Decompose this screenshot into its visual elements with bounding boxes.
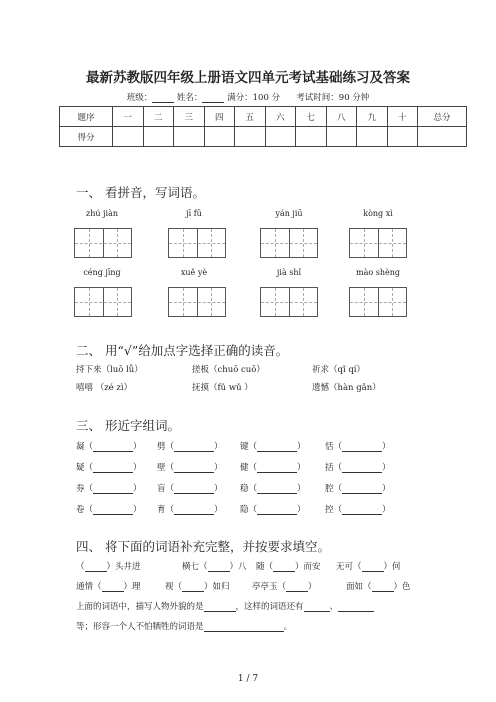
writing-box[interactable] (74, 287, 132, 317)
score-head-cell: 五 (235, 107, 266, 127)
idiom-text: 而安 (303, 562, 321, 572)
writing-box[interactable] (260, 228, 318, 258)
sentence-text: 等；形容一个人不怕牺牲的词语是 (76, 622, 204, 632)
answer-blank[interactable] (286, 582, 308, 592)
fill-sentence-1 (76, 600, 374, 612)
char: 疑 (76, 463, 85, 473)
full-score: 满分：100 分 (227, 93, 281, 103)
answer-blank[interactable] (342, 442, 382, 452)
answer-blank[interactable] (93, 484, 133, 494)
char: 键 (240, 442, 249, 452)
char-item: 疑（ ） (76, 463, 142, 473)
char: 括 (325, 463, 334, 473)
score-cell[interactable] (296, 127, 327, 147)
idiom-text: 色 (402, 582, 411, 592)
reading-choice[interactable]: 祈求（qǐ qí） (312, 365, 366, 375)
writing-box[interactable] (260, 287, 318, 317)
score-value-row (60, 127, 467, 147)
page-title: 最新苏教版四年级上册语文四单元考试基础练习及答案 (86, 70, 410, 86)
answer-blank[interactable] (174, 505, 214, 515)
score-cell[interactable] (113, 127, 144, 147)
pinyin: jià shǐ (276, 268, 302, 277)
char: 育 (157, 505, 166, 515)
answer-blank[interactable] (304, 602, 330, 612)
name-blank[interactable] (202, 93, 224, 103)
answer-blank[interactable] (102, 582, 124, 592)
score-table (59, 106, 467, 147)
char: 健 (240, 463, 249, 473)
idiom-text: 八 (238, 562, 247, 572)
char: 凝 (76, 442, 85, 452)
pinyin: kòng xì (363, 209, 393, 218)
char-item: 控（ ） (325, 505, 391, 515)
char-item: 括（ ） (325, 463, 391, 473)
answer-blank[interactable] (342, 484, 382, 494)
char-item: 盲（ ） (157, 484, 223, 494)
score-cell[interactable] (418, 127, 467, 147)
sentence-text: 。 (283, 622, 293, 632)
char: 盲 (157, 484, 166, 494)
reading-choice[interactable]: 嘻嘻 （zé zì） (76, 383, 133, 393)
idiom-item: 视（ ）如归 (165, 582, 230, 592)
answer-blank[interactable] (204, 622, 284, 632)
pinyin: yán jiū (275, 209, 303, 218)
char-item: 券（ ） (76, 484, 142, 494)
score-head-cell: 总分 (418, 107, 467, 127)
score-head-cell: 三 (174, 107, 205, 127)
exam-time: 考试时间：90 分钟 (296, 93, 370, 103)
idiom-text: 何 (392, 562, 401, 572)
answer-blank[interactable] (362, 562, 384, 572)
idiom-item: 横七（ ）八 (182, 562, 247, 572)
idiom-text: 理 (132, 582, 141, 592)
class-blank[interactable] (152, 93, 174, 103)
char-item: 稳（ ） (240, 484, 306, 494)
char: 卷 (76, 505, 85, 515)
sentence-text: 上面的词语中，描写人物外貌的是 (76, 602, 204, 612)
section4-heading: 四、 将下面的词语补充完整，并按要求填空。 (76, 539, 330, 554)
fill-sentence-2 (76, 620, 292, 632)
answer-blank[interactable] (93, 442, 133, 452)
score-cell[interactable] (326, 127, 357, 147)
reading-choice[interactable]: 搓板（chuō cuō） (192, 365, 265, 375)
answer-blank[interactable] (257, 484, 297, 494)
char-item: 劈（ ） (157, 442, 223, 452)
char-item: 恬（ ） (325, 442, 391, 452)
answer-blank[interactable] (208, 562, 230, 572)
score-header-row (60, 107, 467, 127)
score-head-cell: 题序 (60, 107, 113, 127)
char: 劈 (157, 442, 166, 452)
score-cell[interactable] (143, 127, 174, 147)
answer-blank[interactable] (338, 602, 374, 612)
char: 券 (76, 484, 85, 494)
char-item: 隐（ ） (240, 505, 306, 515)
score-head-cell: 六 (265, 107, 296, 127)
answer-blank[interactable] (257, 505, 297, 515)
idiom-item: （ ）头井进 (76, 562, 141, 572)
page-number: 1 / 7 (237, 674, 259, 684)
class-label: 班级： (126, 93, 153, 103)
char-item: 腔（ ） (325, 484, 391, 494)
answer-blank[interactable] (257, 463, 297, 473)
answer-blank[interactable] (204, 602, 236, 612)
answer-blank[interactable] (93, 505, 133, 515)
exam-info (0, 91, 496, 103)
answer-blank[interactable] (182, 582, 204, 592)
idiom-item: 面如（ ）色 (346, 582, 411, 592)
score-head-cell: 四 (204, 107, 235, 127)
char-item: 健（ ） (240, 463, 306, 473)
sentence-text: ，这样的词语还有 (235, 602, 304, 612)
char: 恬 (325, 442, 334, 452)
writing-box[interactable] (168, 228, 226, 258)
section1-heading: 一、 看拼音，写词语。 (76, 185, 205, 200)
pinyin: céng jīng (83, 268, 121, 277)
answer-blank[interactable] (273, 562, 295, 572)
answer-blank[interactable] (174, 463, 214, 473)
section2-heading: 二、 用“√”给加点字选择正确的读音。 (76, 343, 289, 358)
score-cell[interactable] (357, 127, 388, 147)
writing-box[interactable] (349, 228, 407, 258)
pinyin: xuě yè (180, 268, 208, 277)
char-item: 键（ ） (240, 442, 306, 452)
answer-blank[interactable] (174, 484, 214, 494)
score-cell[interactable] (174, 127, 205, 147)
reading-choice[interactable]: 抚摸（fǔ wǔ ） (192, 383, 253, 393)
writing-box[interactable] (74, 228, 132, 258)
idiom-text: 亭亭玉 (252, 582, 278, 592)
pinyin: zhú jiàn (85, 209, 119, 218)
score-cell[interactable] (204, 127, 235, 147)
answer-blank[interactable] (257, 442, 297, 452)
char-item: 壁（ ） (157, 463, 223, 473)
char: 控 (325, 505, 334, 515)
idiom-text: 横七 (182, 562, 200, 572)
score-head-cell: 九 (357, 107, 388, 127)
char: 稳 (240, 484, 249, 494)
idiom-text: 随 (256, 562, 265, 572)
score-row-label: 得分 (60, 127, 113, 147)
idiom-item: 亭亭玉（ ） (252, 582, 317, 592)
idiom-text: 视 (165, 582, 174, 592)
answer-blank[interactable] (342, 505, 382, 515)
char-item: 凝（ ） (76, 442, 142, 452)
idiom-item: 无可（ ）何 (336, 562, 401, 572)
char: 腔 (325, 484, 334, 494)
section3-heading: 三、 形近字组词。 (76, 418, 180, 433)
idiom-text: 头井进 (115, 562, 141, 572)
score-head-cell: 一 (113, 107, 144, 127)
char-item: 卷（ ） (76, 505, 142, 515)
answer-blank[interactable] (342, 463, 382, 473)
idiom-text: 面如 (346, 582, 364, 592)
score-head-cell: 七 (296, 107, 327, 127)
writing-box[interactable] (168, 287, 226, 317)
reading-choice[interactable]: 捋下来（luō lǚ） (76, 365, 143, 375)
writing-box[interactable] (349, 287, 407, 317)
char: 隐 (240, 505, 249, 515)
answer-blank[interactable] (93, 463, 133, 473)
answer-blank[interactable] (85, 562, 107, 572)
score-cell[interactable] (235, 127, 266, 147)
answer-blank[interactable] (174, 442, 214, 452)
answer-blank[interactable] (372, 582, 394, 592)
score-cell[interactable] (387, 127, 418, 147)
score-head-cell: 二 (143, 107, 174, 127)
sentence-text: 、 (329, 602, 339, 612)
char-item: 育（ ） (157, 505, 223, 515)
idiom-item: 随（ ）而安 (256, 562, 321, 572)
reading-choice[interactable]: 遗憾（hàn gǎn） (312, 383, 381, 393)
idiom-text: 无可 (336, 562, 354, 572)
pinyin: jī fū (186, 209, 202, 218)
score-cell[interactable] (265, 127, 296, 147)
idiom-item: 通情（ ）理 (76, 582, 141, 592)
score-head-cell: 八 (326, 107, 357, 127)
pinyin: mào shèng (356, 268, 400, 277)
idiom-text: 如归 (212, 582, 230, 592)
idiom-text: 通情 (76, 582, 94, 592)
char: 壁 (157, 463, 166, 473)
score-head-cell: 十 (387, 107, 418, 127)
name-label: 姓名： (176, 93, 203, 103)
